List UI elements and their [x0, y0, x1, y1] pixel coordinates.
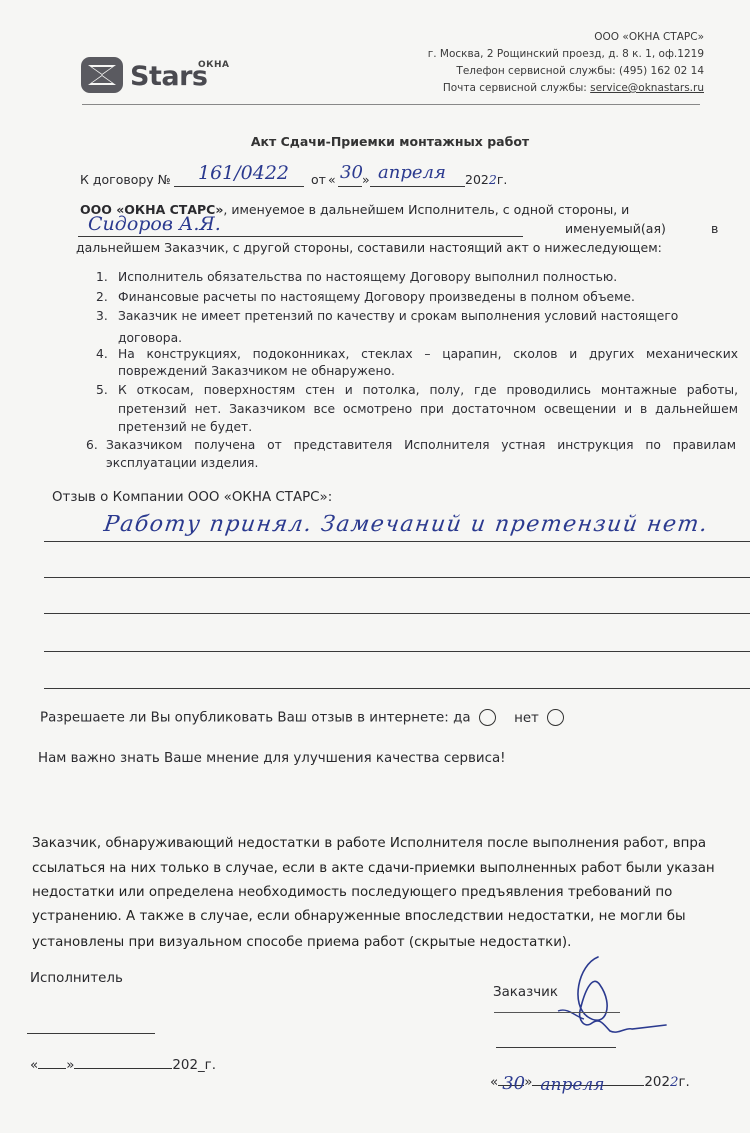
customer-date-open: «	[490, 1075, 499, 1090]
list-item	[96, 288, 635, 307]
contract-day-line	[338, 186, 362, 187]
publish-no-radio[interactable]	[547, 709, 564, 726]
service-email-row	[443, 82, 704, 94]
list-item	[96, 381, 738, 400]
customer-name-line	[78, 236, 523, 237]
list-item-number: 4.	[96, 347, 108, 361]
contract-year-end: г.	[496, 172, 508, 187]
contract-month: апреля	[378, 162, 446, 183]
customer-signature-line	[494, 1012, 620, 1013]
service-email-label: Почта сервисной службы:	[442, 82, 587, 94]
review-line	[44, 688, 750, 689]
executor-date	[30, 1058, 216, 1073]
contract-year-prefix: 202	[465, 172, 489, 187]
list-item-cont: претензий не будет.	[118, 420, 253, 434]
service-email-link[interactable]: service@oknastars.ru	[590, 82, 704, 94]
notice-line: недостатки или определена необходимость последующего предъявления требований по	[32, 885, 673, 900]
customer-signature-icon	[488, 945, 678, 1045]
customer-date-year: 202	[644, 1075, 670, 1090]
list-item-cont: повреждений Заказчиком не обнаружено.	[118, 364, 395, 378]
contract-year	[465, 172, 507, 187]
executor-label: Исполнитель	[30, 971, 123, 986]
executor-signature-line	[27, 1033, 155, 1034]
customer-label: Заказчик	[493, 985, 558, 1000]
document-title: Акт Сдачи-Приемки монтажных работ	[250, 134, 530, 149]
contract-from: от	[311, 172, 326, 187]
customer-date-year-suffix: 2	[669, 1075, 679, 1090]
review-line	[44, 541, 750, 542]
list-item-text: К откосам, поверхностям стен и потолка, полу, где проводились монтажные работы,	[118, 383, 738, 397]
contract-number-line	[174, 186, 304, 187]
list-item-cont: эксплуатации изделия.	[106, 456, 259, 470]
list-item	[96, 307, 679, 326]
list-item-text: Финансовые расчеты по настоящему Договору произведены в полном объеме.	[118, 290, 635, 304]
notice-line: установлены при визуальном способе приема работ (скрытые недостатки).	[32, 935, 572, 950]
list-item-text: Заказчиком получена от представителя Исполнителя устная инструкция по правилам	[106, 438, 736, 452]
executor-date-open: «	[30, 1058, 39, 1073]
intro-company: ООО «ОКНА СТАРС»	[80, 202, 224, 217]
list-item	[86, 436, 736, 455]
customer-signature-line-2	[496, 1047, 616, 1048]
executor-date-year: 202_г.	[172, 1058, 216, 1073]
notice-line: Заказчик, обнаруживающий недостатки в работе Исполнителя после выполнения работ, впра	[32, 836, 707, 851]
service-phone: Телефон сервисной службы: (495) 162 02 14	[456, 65, 704, 77]
list-item-cont: претензий нет. Заказчиком все осмотрено при достаточном освещении и в дальнейшем	[118, 402, 738, 416]
customer-date-month: апреля	[540, 1075, 605, 1095]
logo-icon	[80, 56, 124, 94]
contract-day: 30	[340, 162, 363, 183]
review-label: Отзыв о Компании ООО «ОКНА СТАРС»:	[52, 490, 333, 505]
review-line	[44, 577, 750, 578]
review-handwritten: Работу принял. Замечаний и претензий нет.	[102, 512, 711, 537]
publish-no-label: нет	[514, 710, 539, 726]
intro-line-3: дальнейшем Заказчик, с другой стороны, составили настоящий акт о нижеследующем:	[76, 240, 662, 255]
list-item-number: 2.	[96, 290, 108, 304]
company-address: г. Москва, 2 Рощинский проезд, д. 8 к. 1, оф.1219	[427, 48, 704, 60]
contract-label: К договору №	[80, 172, 171, 187]
logo-text: Stars	[130, 61, 208, 92]
customer-date-year-end: г.	[678, 1075, 690, 1090]
list-item	[96, 268, 618, 287]
intro-named: именуемый(ая)	[565, 221, 666, 236]
notice-line: ссылаться на них только в случае, если в акте сдачи-приемки выполненных работ были указан	[32, 861, 715, 876]
list-item-cont: договора.	[118, 331, 183, 345]
review-line	[44, 651, 750, 652]
publish-row	[40, 709, 564, 726]
notice-line: устранению. А также в случае, если обнаруженные впоследствии недостатки, не могли бы	[32, 909, 686, 924]
list-item-number: 1.	[96, 270, 108, 284]
list-item-text: Заказчик не имеет претензий по качеству и срокам выполнения условий настоящего	[118, 309, 679, 323]
list-item-number: 5.	[96, 383, 108, 397]
header-divider	[82, 104, 700, 105]
company-name: ООО «ОКНА СТАРС»	[594, 31, 704, 43]
opinion-text: Нам важно знать Ваше мнение для улучшения качества сервиса!	[38, 751, 506, 766]
list-item-number: 6.	[86, 438, 98, 452]
list-item-text: Исполнитель обязательства по настоящему Договору выполнил полностью.	[118, 270, 618, 284]
customer-date-day: 30	[502, 1073, 526, 1094]
executor-date-close: »	[66, 1058, 75, 1073]
publish-yes-radio[interactable]	[479, 709, 496, 726]
contract-quote-open: «	[328, 172, 336, 187]
publish-question: Разрешаете ли Вы опубликовать Ваш отзыв в интернете: да	[40, 710, 471, 726]
customer-date-close: »	[524, 1075, 533, 1090]
logo-okna-text: ОКНА	[198, 60, 230, 70]
contract-year-suffix: 2	[488, 172, 497, 187]
contract-quote-close: »	[362, 172, 370, 187]
list-item-text: На конструкциях, подоконниках, стеклах – царапин, сколов и других механических	[118, 347, 738, 361]
contract-number: 161/0422	[198, 162, 290, 184]
customer-date	[490, 1073, 690, 1095]
intro-line-1-rest: , именуемое в дальнейшем Исполнитель, с одной стороны, и	[223, 202, 630, 217]
contract-month-line	[370, 186, 465, 187]
review-line	[44, 613, 750, 614]
list-item-number: 3.	[96, 309, 108, 323]
customer-name: Сидоров А.Я.	[88, 213, 221, 235]
intro-in: в	[711, 221, 719, 236]
